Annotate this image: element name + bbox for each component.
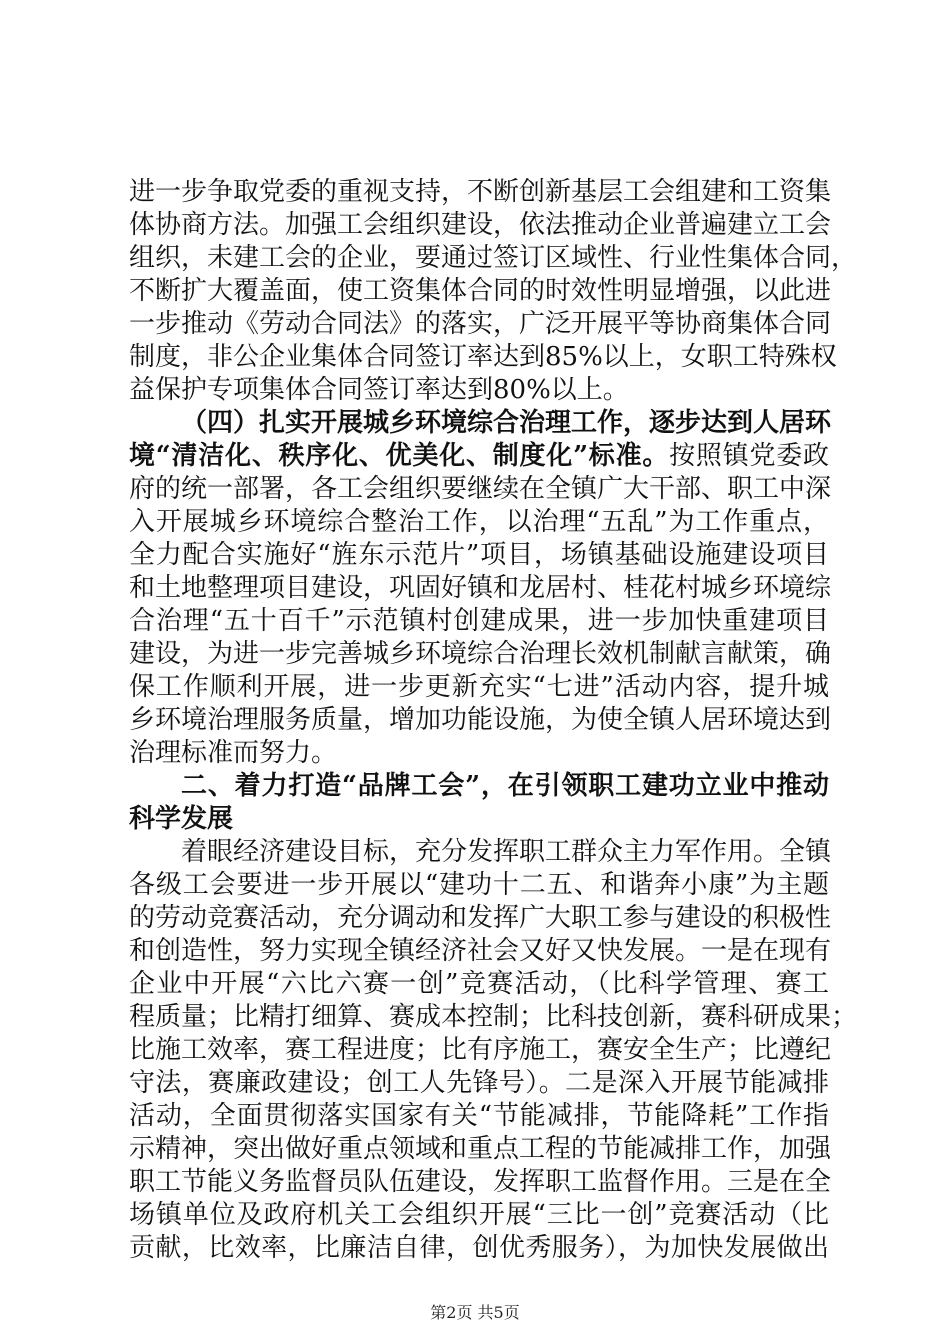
text-line: 乡环境治理服务质量，增加功能设施，为使全镇人居环境达到 xyxy=(129,705,832,735)
text-line: 职工节能义务监督员队伍建设，发挥职工监督作用。三是在全 xyxy=(129,1167,832,1197)
bold-text: 境“清洁化、秩序化、优美化、制度化”标准。 xyxy=(129,441,670,471)
section-heading-line xyxy=(181,405,832,441)
text-line: 治理标准而努力。 xyxy=(129,738,338,768)
text-line: 的劳动竞赛活动，充分调动和发挥广大职工参与建设的积极性 xyxy=(129,903,832,933)
section-heading-line xyxy=(129,438,829,474)
text-line: 着眼经济建设目标，充分发挥职工群众主力军作用。全镇 xyxy=(181,837,832,867)
text-line: 建设，为进一步完善城乡环境综合治理长效机制献言献策，确 xyxy=(129,639,832,669)
text-line: 体协商方法。加强工会组织建设，依法推动企业普遍建立工会 xyxy=(129,210,832,240)
page-number-label: 第2页 共5页 xyxy=(430,1303,520,1322)
text-line: 一步推动《劳动合同法》的落实，广泛开展平等协商集体合同 xyxy=(129,309,832,339)
text-line: 和土地整理项目建设，巩固好镇和龙居村、桂花村城乡环境综 xyxy=(129,573,832,603)
text-line: 各级工会要进一步开展以“建功十二五、和谐奔小康”为主题 xyxy=(129,870,829,900)
text-line: 进一步争取党委的重视支持，不断创新基层工会组建和工资集 xyxy=(129,177,832,207)
text-line: 企业中开展“六比六赛一创”竞赛活动，（比科学管理、赛工 xyxy=(129,969,829,999)
text-line: 守法，赛廉政建设；创工人先锋号）。二是深入开展节能减排 xyxy=(129,1068,829,1098)
text-line: 保工作顺利开展，进一步更新充实“七进”活动内容，提升城 xyxy=(129,672,829,702)
text-line: 示精神，突出做好重点领域和重点工程的节能减排工作，加强 xyxy=(129,1134,832,1164)
text-line: 程质量；比精打细算、赛成本控制；比科技创新，赛科研成果； xyxy=(129,1002,858,1032)
text-line: 合治理“五十百千”示范镇村创建成果，进一步加快重建项目 xyxy=(129,606,829,636)
text-line: 益保护专项集体合同签订率达到80%以上。 xyxy=(129,375,629,405)
text-line: 组织，未建工会的企业，要通过签订区域性、行业性集体合同， xyxy=(129,243,858,273)
text-line: 全力配合实施好“旌东示范片”项目，场镇基础设施建设项目 xyxy=(129,540,829,570)
text-line: 贡献，比效率，比廉洁自律，创优秀服务），为加快发展做出 xyxy=(129,1233,829,1263)
text-line: 比施工效率，赛工程进度；比有序施工，赛安全生产；比遵纪 xyxy=(129,1035,832,1065)
heading-line: 科学发展 xyxy=(129,804,234,834)
text-line: 和创造性，努力实现全镇经济社会又好又快发展。一是在现有 xyxy=(129,936,832,966)
text-line: 府的统一部署，各工会组织要继续在全镇广大干部、职工中深 xyxy=(129,474,832,504)
body-text: 按照镇党委政 xyxy=(669,441,829,471)
text-line: 制度，非公企业集体合同签订率达到85%以上，女职工特殊权 xyxy=(129,342,837,372)
text-line: 场镇单位及政府机关工会组织开展“三比一创”竞赛活动（比 xyxy=(129,1200,829,1230)
text-line: 入开展城乡环境综合整治工作，以治理“五乱”为工作重点， xyxy=(129,507,829,537)
text-line: 活动，全面贯彻落实国家有关“节能减排，节能降耗”工作指 xyxy=(129,1101,829,1131)
heading-line: 二、着力打造“品牌工会”，在引领职工建功立业中推动 xyxy=(181,771,829,801)
text-line: 不断扩大覆盖面，使工资集体合同的时效性明显增强，以此进 xyxy=(129,276,832,306)
bold-text: （四）扎实开展城乡环境综合治理工作，逐步达到人居环 xyxy=(181,408,832,438)
page-footer xyxy=(0,1302,950,1324)
